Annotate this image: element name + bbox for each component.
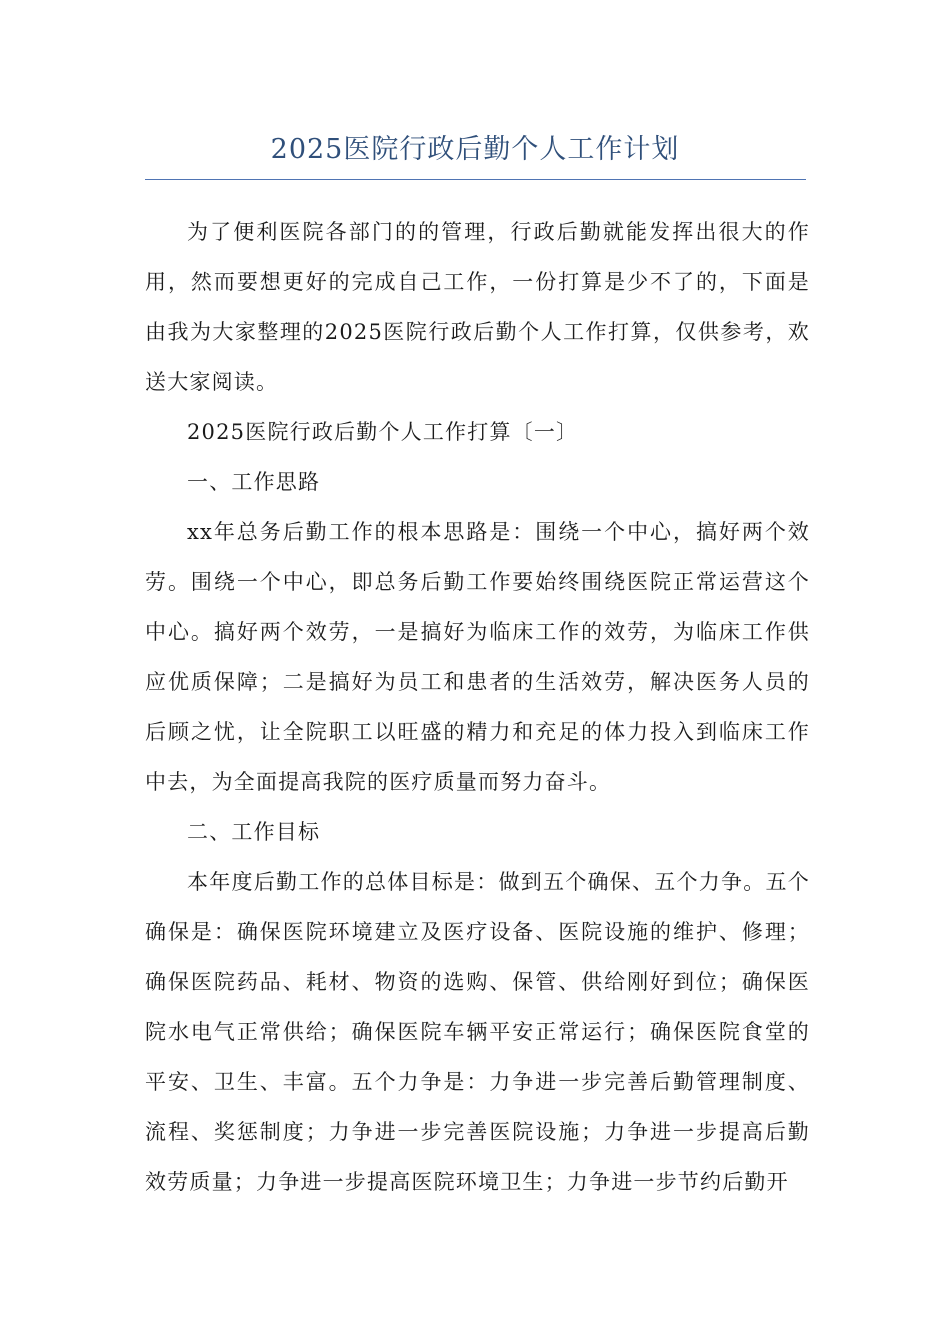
section-heading: 2025医院行政后勤个人工作打算〔一〕 bbox=[187, 420, 579, 444]
subheading-work-goals: 二、工作目标 bbox=[187, 820, 321, 844]
title-underline bbox=[145, 179, 806, 180]
document-title: 2025医院行政后勤个人工作计划 bbox=[270, 134, 680, 165]
work-goals-paragraph: 本年度后勤工作的总体目标是：做到五个确保、五个力争。五个确保是：确保医院环境建立及医疗设备、医院设施的维护、修理；确保医院药品、耗材、物资的选购、保管、供给刚好到位；确保医院水电气正常供给；确保医院车辆平安正常运行；确保医院食堂的平安、卫生、丰富。五个力争是：力争进一步完善后勤管理制度、流程、奖惩制度；力争进一步完善医院设施；力争进一步提高后勤效劳质量；力争进一步提高医院环境卫生；力争进一步节约后勤开 bbox=[145, 870, 810, 1194]
subheading-work-ideas: 一、工作思路 bbox=[187, 470, 321, 494]
intro-paragraph: 为了便利医院各部门的的管理，行政后勤就能发挥出很大的作用，然而要想更好的完成自己工作，一份打算是少不了的，下面是由我为大家整理的2025医院行政后勤个人工作打算，仅供参考，欢送大家阅读。 bbox=[145, 220, 810, 394]
document-body bbox=[145, 207, 810, 1207]
work-ideas-paragraph: xx年总务后勤工作的根本思路是：围绕一个中心，搞好两个效劳。围绕一个中心，即总务后勤工作要始终围绕医院正常运营这个中心。搞好两个效劳，一是搞好为临床工作的效劳，为临床工作供应优质保障；二是搞好为员工和患者的生活效劳，解决医务人员的后顾之忧，让全院职工以旺盛的精力和充足的体力投入到临床工作中去，为全面提高我院的医疗质量而努力奋斗。 bbox=[145, 520, 810, 794]
